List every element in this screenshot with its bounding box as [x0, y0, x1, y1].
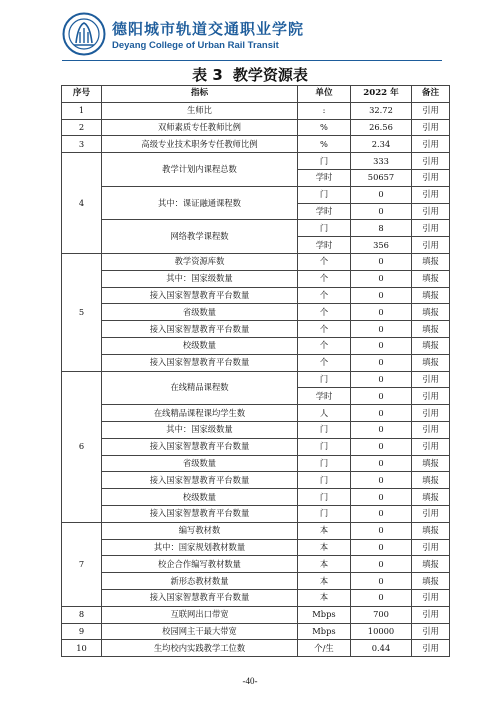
cell-unit: % [298, 119, 351, 136]
table-row [62, 337, 450, 354]
table-row [62, 455, 450, 472]
cell-value: 2.34 [351, 136, 412, 153]
cell-indicator: 接入国家智慧教育平台数量 [102, 321, 298, 338]
table-number: 表 3 [192, 66, 223, 84]
cell-value: 0 [351, 522, 412, 539]
cell-no: 2 [62, 119, 102, 136]
cell-value: 0 [351, 472, 412, 489]
cell-note: 填报 [412, 270, 450, 287]
cell-unit: 个 [298, 354, 351, 371]
table-row [62, 472, 450, 489]
cell-unit: 本 [298, 539, 351, 556]
cell-unit: 门 [298, 438, 351, 455]
header-indicator: 指标 [102, 86, 298, 103]
cell-unit: 门 [298, 421, 351, 438]
cell-indicator: 教学资源库数 [102, 253, 298, 270]
cell-note: 填报 [412, 522, 450, 539]
cell-value: 0 [351, 455, 412, 472]
cell-indicator: 生均校内实践教学工位数 [102, 640, 298, 657]
cell-note: 引用 [412, 237, 450, 254]
cell-value: 356 [351, 237, 412, 254]
cell-no: 8 [62, 606, 102, 623]
cell-no: 7 [62, 522, 102, 606]
table-row [62, 186, 450, 203]
cell-unit: 个 [298, 304, 351, 321]
cell-note: 填报 [412, 253, 450, 270]
teaching-resources-table [61, 85, 450, 657]
cell-unit: 个 [298, 270, 351, 287]
table-row [62, 606, 450, 623]
table-row [62, 505, 450, 522]
cell-value: 0 [351, 321, 412, 338]
cell-indicator: 接入国家智慧教育平台数量 [102, 589, 298, 606]
cell-unit: 学时 [298, 237, 351, 254]
table-row [62, 253, 450, 270]
cell-value: 333 [351, 153, 412, 170]
cell-unit: 本 [298, 573, 351, 590]
cell-note: 填报 [412, 455, 450, 472]
table-row [62, 573, 450, 590]
table-row [62, 371, 450, 388]
cell-unit: 个/生 [298, 640, 351, 657]
table-row [62, 136, 450, 153]
cell-indicator: 校园网主干最大带宽 [102, 623, 298, 640]
cell-indicator: 在线精品课程数 [102, 371, 298, 405]
cell-unit: 本 [298, 589, 351, 606]
cell-indicator: 省级数量 [102, 455, 298, 472]
cell-indicator: 接入国家智慧教育平台数量 [102, 287, 298, 304]
cell-value: 0 [351, 186, 412, 203]
cell-indicator: 编写教材数 [102, 522, 298, 539]
cell-value: 0 [351, 489, 412, 506]
cell-value: 0 [351, 203, 412, 220]
cell-indicator: 双师素质专任教师比例 [102, 119, 298, 136]
table-header-row [62, 86, 450, 103]
cell-note: 填报 [412, 321, 450, 338]
page-number: -40- [242, 676, 258, 686]
cell-value: 26.56 [351, 119, 412, 136]
cell-unit: 门 [298, 186, 351, 203]
table-row [62, 287, 450, 304]
cell-note: 引用 [412, 589, 450, 606]
cell-value: 0 [351, 388, 412, 405]
cell-unit: : [298, 102, 351, 119]
cell-no: 5 [62, 253, 102, 371]
cell-unit: 门 [298, 220, 351, 237]
cell-value: 0 [351, 270, 412, 287]
cell-note: 填报 [412, 489, 450, 506]
cell-note: 引用 [412, 405, 450, 422]
cell-value: 0.44 [351, 640, 412, 657]
cell-note: 引用 [412, 388, 450, 405]
cell-unit: 个 [298, 253, 351, 270]
cell-unit: 门 [298, 153, 351, 170]
cell-note: 引用 [412, 371, 450, 388]
cell-indicator: 教学计划内课程总数 [102, 153, 298, 187]
cell-indicator: 校级数量 [102, 489, 298, 506]
cell-indicator: 在线精品课程课均学生数 [102, 405, 298, 422]
cell-no: 3 [62, 136, 102, 153]
cell-indicator: 其中：课证融通课程数 [102, 186, 298, 220]
table-row [62, 522, 450, 539]
cell-note: 引用 [412, 169, 450, 186]
cell-note: 引用 [412, 136, 450, 153]
cell-note: 填报 [412, 304, 450, 321]
cell-no: 4 [62, 153, 102, 254]
cell-value: 0 [351, 253, 412, 270]
cell-indicator: 其中：国家级数量 [102, 421, 298, 438]
cell-indicator: 校级数量 [102, 337, 298, 354]
cell-unit: 门 [298, 489, 351, 506]
cell-unit: 门 [298, 505, 351, 522]
table-row [62, 270, 450, 287]
cell-no: 10 [62, 640, 102, 657]
header-note: 备注 [412, 86, 450, 103]
cell-indicator: 生师比 [102, 102, 298, 119]
college-logo-icon [62, 12, 106, 56]
cell-unit: 学时 [298, 388, 351, 405]
cell-indicator: 网络教学课程数 [102, 220, 298, 254]
cell-value: 0 [351, 287, 412, 304]
cell-note: 填报 [412, 287, 450, 304]
cell-value: 0 [351, 505, 412, 522]
table-row [62, 153, 450, 170]
cell-note: 引用 [412, 505, 450, 522]
cell-unit: 人 [298, 405, 351, 422]
cell-indicator: 接入国家智慧教育平台数量 [102, 472, 298, 489]
table-row [62, 405, 450, 422]
header-unit: 单位 [298, 86, 351, 103]
cell-value: 8 [351, 220, 412, 237]
cell-unit: 个 [298, 287, 351, 304]
header-divider [62, 60, 442, 61]
table-row [62, 539, 450, 556]
cell-unit: Mbps [298, 606, 351, 623]
cell-value: 0 [351, 304, 412, 321]
cell-note: 填报 [412, 354, 450, 371]
document-header [62, 12, 442, 64]
cell-note: 引用 [412, 119, 450, 136]
cell-unit: 学时 [298, 169, 351, 186]
table-row [62, 438, 450, 455]
cell-indicator: 校企合作编写教材数量 [102, 556, 298, 573]
cell-indicator: 省级数量 [102, 304, 298, 321]
cell-value: 10000 [351, 623, 412, 640]
cell-value: 0 [351, 421, 412, 438]
cell-no: 6 [62, 371, 102, 522]
table-row [62, 220, 450, 237]
table-row [62, 640, 450, 657]
table-row [62, 304, 450, 321]
cell-note: 引用 [412, 623, 450, 640]
header-no: 序号 [62, 86, 102, 103]
cell-no: 9 [62, 623, 102, 640]
cell-unit: % [298, 136, 351, 153]
cell-value: 0 [351, 438, 412, 455]
school-name-en: Deyang College of Urban Rail Transit [112, 40, 279, 51]
cell-unit: 门 [298, 455, 351, 472]
cell-value: 32.72 [351, 102, 412, 119]
cell-note: 引用 [412, 438, 450, 455]
cell-note: 引用 [412, 640, 450, 657]
cell-value: 0 [351, 337, 412, 354]
table-row [62, 321, 450, 338]
table-title [0, 64, 500, 85]
table-row [62, 102, 450, 119]
table-row [62, 556, 450, 573]
cell-note: 引用 [412, 539, 450, 556]
cell-note: 引用 [412, 102, 450, 119]
cell-value: 0 [351, 354, 412, 371]
table-row [62, 354, 450, 371]
cell-value: 0 [351, 371, 412, 388]
cell-indicator: 其中：国家级数量 [102, 270, 298, 287]
table-row [62, 489, 450, 506]
cell-value: 50657 [351, 169, 412, 186]
cell-note: 填报 [412, 472, 450, 489]
cell-unit: Mbps [298, 623, 351, 640]
cell-note: 引用 [412, 220, 450, 237]
cell-note: 填报 [412, 573, 450, 590]
cell-value: 0 [351, 539, 412, 556]
cell-unit: 个 [298, 321, 351, 338]
school-name-cn: 德阳城市轨道交通职业学院 [112, 20, 305, 38]
cell-note: 引用 [412, 153, 450, 170]
table-row [62, 119, 450, 136]
cell-value: 0 [351, 405, 412, 422]
cell-indicator: 其中：国家规划教材数量 [102, 539, 298, 556]
table-row [62, 589, 450, 606]
cell-unit: 门 [298, 472, 351, 489]
cell-note: 引用 [412, 203, 450, 220]
cell-indicator: 接入国家智慧教育平台数量 [102, 438, 298, 455]
cell-note: 引用 [412, 186, 450, 203]
cell-value: 0 [351, 573, 412, 590]
cell-value: 700 [351, 606, 412, 623]
cell-value: 0 [351, 589, 412, 606]
cell-unit: 个 [298, 337, 351, 354]
cell-note: 引用 [412, 606, 450, 623]
table-row [62, 623, 450, 640]
cell-value: 0 [351, 556, 412, 573]
cell-no: 1 [62, 102, 102, 119]
cell-unit: 门 [298, 371, 351, 388]
cell-indicator: 互联网出口带宽 [102, 606, 298, 623]
cell-indicator: 新形态教材数量 [102, 573, 298, 590]
cell-unit: 本 [298, 522, 351, 539]
table-name: 教学资源表 [232, 66, 308, 84]
cell-indicator: 接入国家智慧教育平台数量 [102, 354, 298, 371]
cell-note: 填报 [412, 337, 450, 354]
cell-unit: 本 [298, 556, 351, 573]
cell-indicator: 高级专业技术职务专任教师比例 [102, 136, 298, 153]
header-year-2022: 2022 年 [351, 86, 412, 103]
cell-indicator: 接入国家智慧教育平台数量 [102, 505, 298, 522]
table-row [62, 421, 450, 438]
cell-unit: 学时 [298, 203, 351, 220]
cell-note: 引用 [412, 421, 450, 438]
cell-note: 填报 [412, 556, 450, 573]
